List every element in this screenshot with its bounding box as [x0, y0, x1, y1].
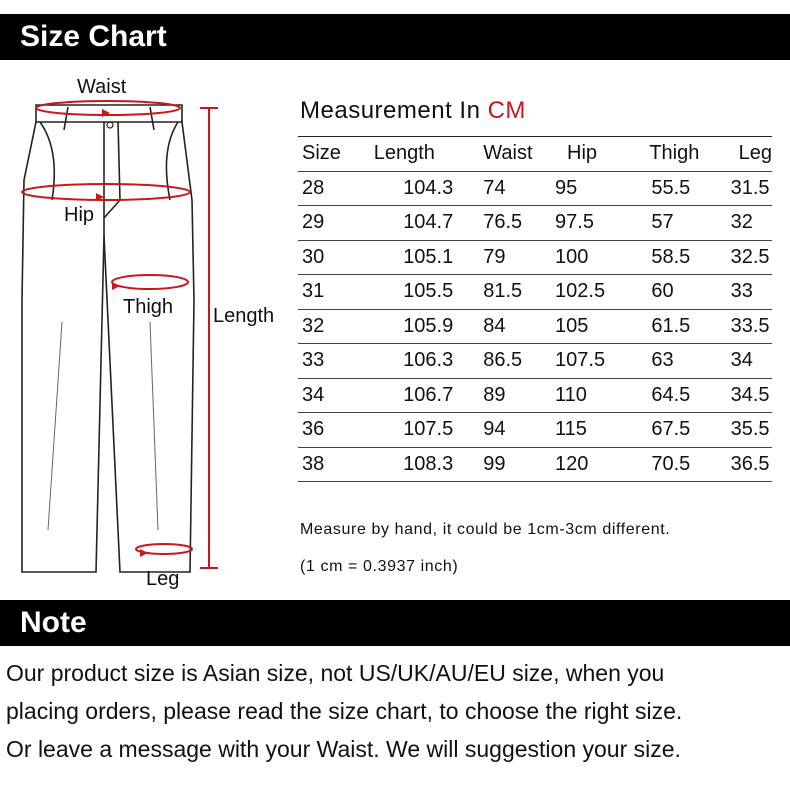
cell-leg: 34	[725, 344, 772, 379]
cell-size: 31	[298, 275, 362, 310]
leg-label: Leg	[146, 568, 180, 590]
note-line-1: Our product size is Asian size, not US/UK/AU/EU size, when you	[6, 660, 665, 686]
measure-note: Measure by hand, it could be 1cm-3cm different.	[300, 521, 671, 538]
cell-waist: 94	[479, 413, 553, 448]
size-chart-title: Size Chart	[20, 20, 167, 53]
cell-length: 106.7	[362, 378, 480, 413]
cell-length: 105.1	[362, 240, 480, 275]
table-row	[298, 413, 772, 448]
cell-length: 105.5	[362, 275, 480, 310]
cell-thigh: 61.5	[639, 309, 724, 344]
measurement-prefix: Measurement In	[300, 97, 488, 124]
cell-hip: 102.5	[553, 275, 639, 310]
cell-hip: 100	[553, 240, 639, 275]
cell-thigh: 63	[639, 344, 724, 379]
cell-hip: 110	[553, 378, 639, 413]
cell-leg: 33.5	[725, 309, 772, 344]
cell-length: 107.5	[362, 413, 480, 448]
cell-leg: 32.5	[725, 240, 772, 275]
cell-size: 38	[298, 447, 362, 482]
cell-thigh: 60	[639, 275, 724, 310]
table-row	[298, 309, 772, 344]
table-row	[298, 171, 772, 206]
cell-length: 104.7	[362, 206, 480, 241]
conversion-note: (1 cm = 0.3937 inch)	[300, 558, 459, 575]
cell-length: 108.3	[362, 447, 480, 482]
cell-size: 28	[298, 171, 362, 206]
cell-hip: 120	[553, 447, 639, 482]
table-row	[298, 275, 772, 310]
length-label: Length	[213, 305, 275, 327]
cell-hip: 95	[553, 171, 639, 206]
cell-size: 33	[298, 344, 362, 379]
cell-thigh: 57	[639, 206, 724, 241]
header-waist: Waist	[479, 137, 553, 172]
table-row	[298, 206, 772, 241]
cell-leg: 36.5	[725, 447, 772, 482]
header-hip: Hip	[553, 137, 639, 172]
cell-hip: 97.5	[553, 206, 639, 241]
cell-size: 30	[298, 240, 362, 275]
cell-waist: 74	[479, 171, 553, 206]
cell-waist: 81.5	[479, 275, 553, 310]
header-thigh: Thigh	[639, 137, 724, 172]
cell-waist: 89	[479, 378, 553, 413]
cell-hip: 115	[553, 413, 639, 448]
cell-waist: 84	[479, 309, 553, 344]
thigh-label: Thigh	[123, 296, 174, 318]
table-row	[298, 344, 772, 379]
pants-outline	[22, 105, 194, 572]
cell-hip: 107.5	[553, 344, 639, 379]
cell-thigh: 70.5	[639, 447, 724, 482]
cell-thigh: 58.5	[639, 240, 724, 275]
table-row	[298, 378, 772, 413]
measurement-unit: CM	[487, 97, 526, 124]
cell-thigh: 55.5	[639, 171, 724, 206]
note-title: Note	[20, 606, 87, 639]
cell-size: 32	[298, 309, 362, 344]
note-line-3: Or leave a message with your Waist. We will suggestion your size.	[6, 736, 681, 762]
cell-waist: 86.5	[479, 344, 553, 379]
note-line-2: placing orders, please read the size chart, to choose the right size.	[6, 698, 683, 724]
header-length: Length	[362, 137, 480, 172]
table-header-row	[298, 137, 772, 172]
table-row	[298, 447, 772, 482]
cell-thigh: 64.5	[639, 378, 724, 413]
table-row	[298, 240, 772, 275]
hip-marker	[22, 184, 190, 200]
cell-leg: 35.5	[725, 413, 772, 448]
cell-waist: 76.5	[479, 206, 553, 241]
cell-leg: 33	[725, 275, 772, 310]
measurement-heading	[300, 97, 526, 125]
cell-length: 106.3	[362, 344, 480, 379]
note-header	[0, 600, 790, 646]
thigh-marker	[112, 275, 188, 289]
cell-length: 105.9	[362, 309, 480, 344]
header-leg: Leg	[725, 137, 772, 172]
cell-leg: 34.5	[725, 378, 772, 413]
cell-hip: 105	[553, 309, 639, 344]
cell-leg: 31.5	[725, 171, 772, 206]
cell-length: 104.3	[362, 171, 480, 206]
waist-label: Waist	[77, 76, 127, 98]
cell-size: 36	[298, 413, 362, 448]
cell-size: 34	[298, 378, 362, 413]
cell-leg: 32	[725, 206, 772, 241]
cell-size: 29	[298, 206, 362, 241]
header-size: Size	[298, 137, 362, 172]
hip-label: Hip	[64, 204, 95, 226]
cell-thigh: 67.5	[639, 413, 724, 448]
size-table	[298, 136, 772, 482]
cell-waist: 99	[479, 447, 553, 482]
size-chart-header	[0, 14, 790, 60]
button-icon	[107, 122, 113, 128]
cell-waist: 79	[479, 240, 553, 275]
